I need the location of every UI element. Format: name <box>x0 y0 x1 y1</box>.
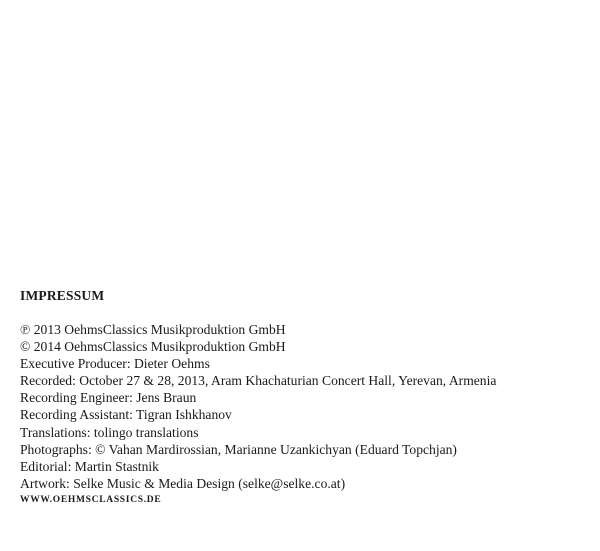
recording-assistant-line: Recording Assistant: Tigran Ishkhanov <box>20 407 232 423</box>
website-url: WWW.OEHMSCLASSICS.DE <box>20 494 162 505</box>
translations-line: Translations: tolingo translations <box>20 424 199 440</box>
impressum-section <box>20 287 590 507</box>
copyright-line: © 2014 OehmsClassics Musikproduktion GmbH <box>20 339 286 355</box>
artwork-line: Artwork: Selke Music & Media Design (selke@selke.co.at) <box>20 475 346 491</box>
recording-engineer-line: Recording Engineer: Jens Braun <box>20 390 197 406</box>
editorial-line: Editorial: Martin Stastnik <box>20 458 159 474</box>
recorded-line: Recorded: October 27 & 28, 2013, Aram Khachaturian Concert Hall, Yerevan, Armenia <box>20 373 497 389</box>
credits-list <box>20 321 590 492</box>
impressum-heading: IMPRESSUM <box>20 288 105 303</box>
photographs-line: Photographs: © Vahan Mardirossian, Marianne Uzankichyan (Eduard Topchjan) <box>20 441 457 457</box>
executive-producer-line: Executive Producer: Dieter Oehms <box>20 356 210 372</box>
phonographic-copyright-line: ℗ 2013 OehmsClassics Musikproduktion GmbH <box>20 322 286 337</box>
